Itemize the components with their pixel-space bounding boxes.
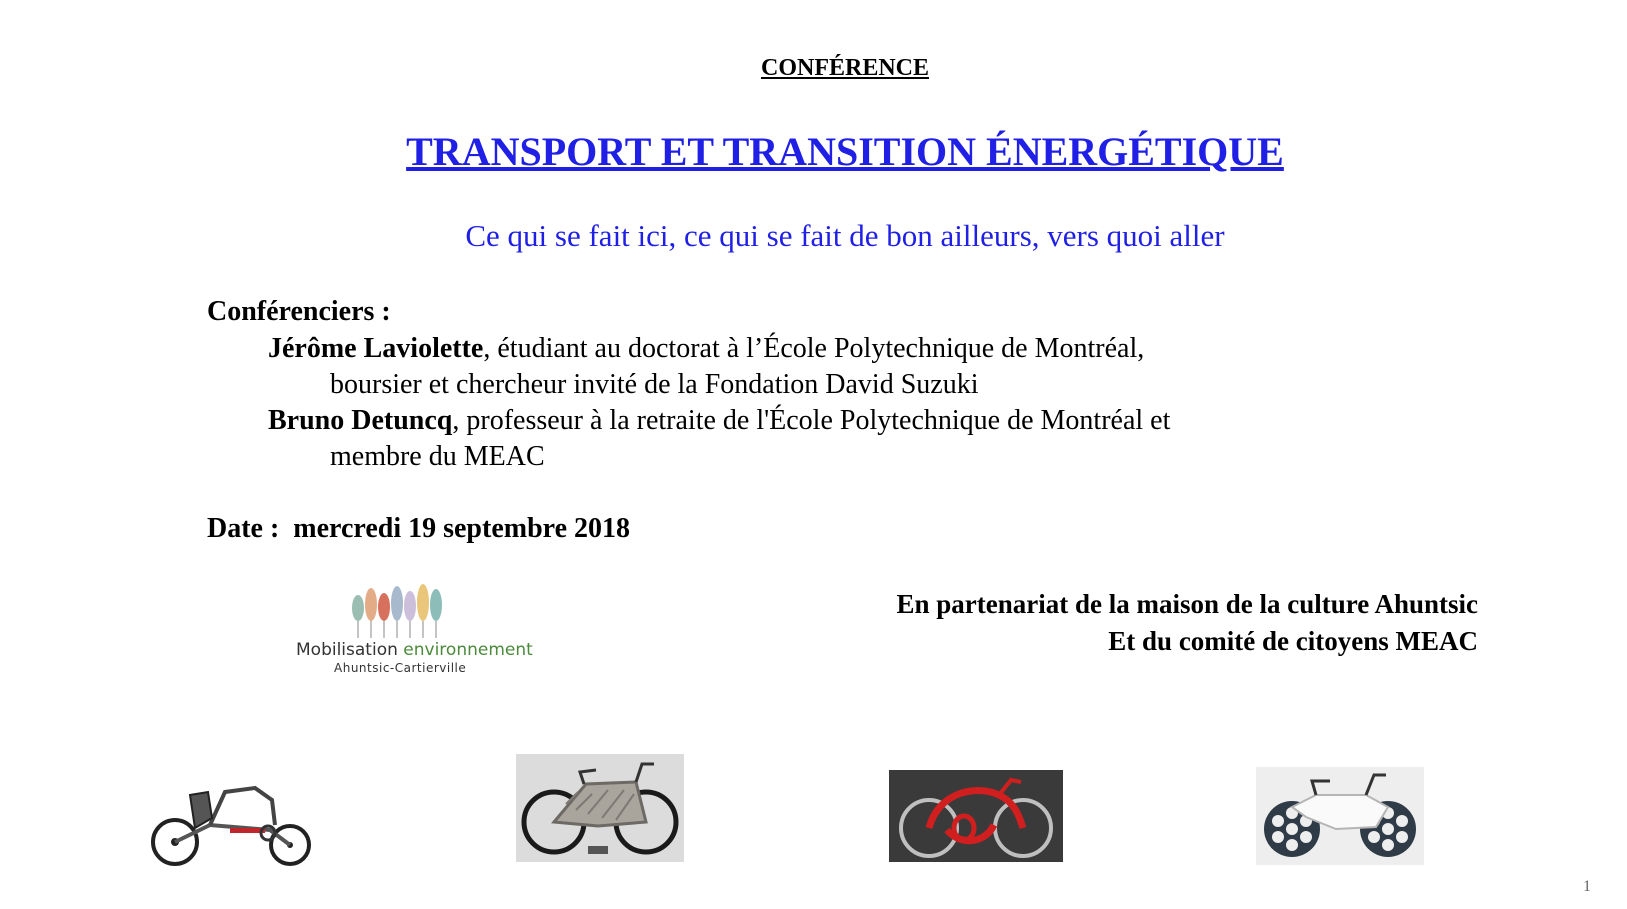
- red-concept-bicycle-image: [889, 770, 1063, 862]
- logo-wordmark: [296, 640, 533, 660]
- speaker-2-desc-1: , professeur à la retraite de l'École Polytechnique de Montréal et: [452, 405, 1171, 436]
- lattice-bicycle-image: [516, 754, 684, 862]
- recumbent-trike-image: [150, 770, 320, 870]
- speakers-label: Conférenciers :: [207, 296, 391, 327]
- date-label: Date :: [207, 513, 280, 544]
- partnership-line-1: En partenariat de la maison de la culture Ahuntsic: [896, 589, 1478, 619]
- partnership-line-2: Et du comité de citoyens MEAC: [1108, 626, 1478, 656]
- speaker-2-desc-2: membre du MEAC: [330, 441, 545, 472]
- red-concept-bicycle-icon: [889, 770, 1063, 862]
- speaker-2-name: Bruno Detuncq: [268, 405, 453, 436]
- date-value: mercredi 19 septembre 2018: [293, 513, 630, 544]
- logo-word-environnement: environnement: [403, 640, 533, 660]
- conference-title: TRANSPORT ET TRANSITION ÉNERGÉTIQUE: [406, 129, 1284, 174]
- mobilisation-environnement-logo: [290, 568, 533, 678]
- speaker-1-line-1: [268, 330, 1144, 367]
- speaker-1-name: Jérôme Laviolette: [268, 333, 484, 364]
- lattice-bicycle-icon: [516, 754, 684, 862]
- hubless-bicycle-icon: [1256, 767, 1424, 865]
- conference-kicker: CONFÉRENCE: [760, 55, 929, 81]
- conference-subtitle: Ce qui se fait ici, ce qui se fait de bon ailleurs, vers quoi aller: [465, 218, 1225, 253]
- logo-subtitle: Ahuntsic-Cartierville: [334, 661, 467, 675]
- logo-leaf: [352, 595, 364, 621]
- leaf-trees-icon: [290, 568, 510, 640]
- logo-leaf: [365, 588, 377, 621]
- page-number: 1: [1583, 878, 1591, 895]
- recumbent-trike-icon: [150, 770, 320, 870]
- logo-leaf: [391, 586, 403, 621]
- speaker-1-desc-2: boursier et chercheur invité de la Fondation David Suzuki: [330, 369, 979, 400]
- logo-leaf: [378, 593, 390, 621]
- date-line: [207, 510, 630, 547]
- logo-leaf: [404, 591, 416, 621]
- logo-word-mobilisation: Mobilisation: [296, 640, 398, 660]
- hubless-bicycle-image: [1256, 767, 1424, 865]
- speaker-1-desc-1: , étudiant au doctorat à l’École Polytechnique de Montréal,: [483, 333, 1145, 364]
- logo-leaf: [417, 584, 429, 621]
- speaker-2-line-1: [268, 402, 1170, 439]
- logo-leaf: [430, 589, 442, 621]
